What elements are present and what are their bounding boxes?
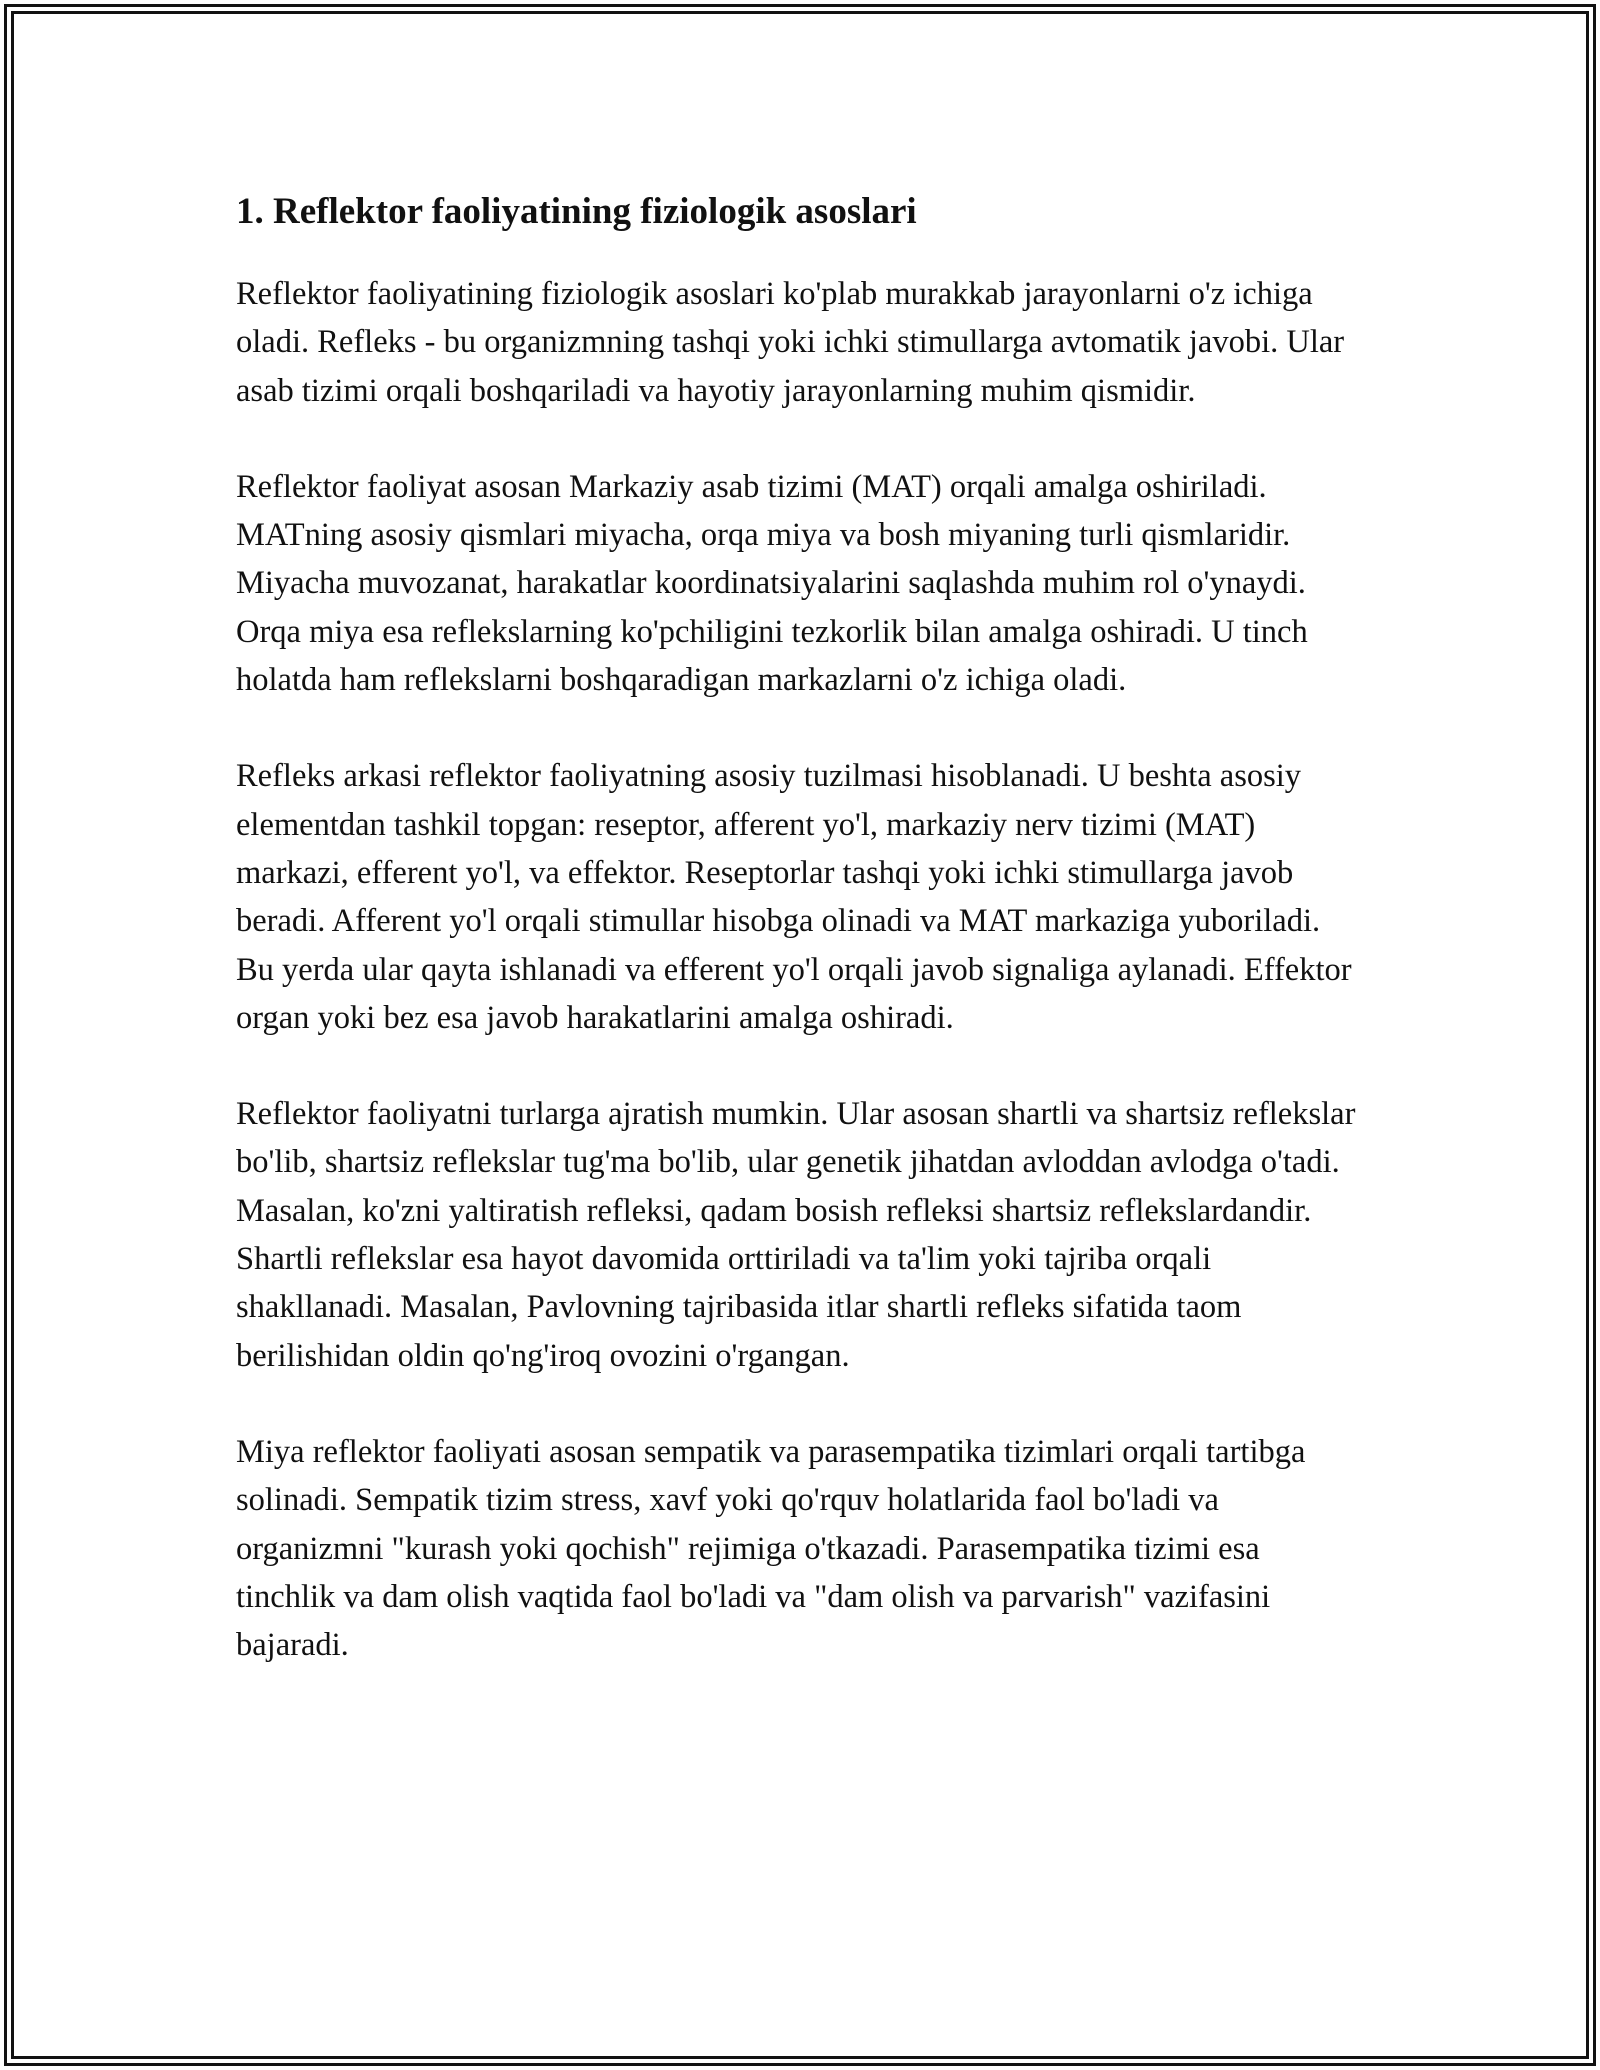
paragraph-4: Reflektor faoliyatni turlarga ajratish mumkin. Ular asosan shartli va shartsiz reflekslar bo'lib, shartsiz reflekslar tug'ma bo'lib, ular genetik jihatdan avloddan avlodga o'tadi. Masalan, ko'zni yaltiratish refleksi, qadam bosish refleksi shartsiz reflekslardandir. Shartli reflekslar esa hayot davomida orttiriladi va ta'lim yoki tajriba orqali shakllanadi. Masalan, Pavlovning tajribasida itlar shartli refleks sifatida taom berilishidan oldin qo'ng'iroq ovozini o'rgangan. xyxy=(236,1096,1356,1374)
section-heading: 1. Reflektor faoliyatining fiziologik asoslari xyxy=(236,191,917,232)
document-body xyxy=(236,184,1366,1717)
paragraph-2: Reflektor faoliyat asosan Markaziy asab tizimi (MAT) orqali amalga oshiriladi. MATning asosiy qismlari miyacha, orqa miya va bosh miyaning turli qismlaridir. Miyacha muvozanat, harakatlar koordinatsiyalarini saqlashda muhim rol o'ynaydi. Orqa miya esa reflekslarning ko'pchiligini tezkorlik bilan amalga oshiradi. U tinch holatda ham reflekslarni boshqaradigan markazlarni o'z ichiga oladi. xyxy=(236,468,1308,699)
paragraph-5: Miya reflektor faoliyati asosan sempatik va parasempatika tizimlari orqali tartibga solinadi. Sempatik tizim stress, xavf yoki qo'rquv holatlarida faol bo'ladi va organizmni "kurash yoki qochish" rejimiga o'tkazadi. Parasempatika tizimi esa tinchlik va dam olish vaqtida faol bo'ladi va "dam olish va parvarish" vazifasini bajaradi. xyxy=(236,1433,1306,1664)
paragraph-3: Refleks arkasi reflektor faoliyatning asosiy tuzilmasi hisoblanadi. U beshta asosiy elementdan tashkil topgan: reseptor, afferent yo'l, markaziy nerv tizimi (MAT) markazi, efferent yo'l, va effektor. Reseptorlar tashqi yoki ichki stimullarga javob beradi. Afferent yo'l orqali stimullar hisobga olinadi va MAT markaziga yuboriladi. Bu yerda ular qayta ishlanadi va efferent yo'l orqali javob signaliga aylanadi. Effektor organ yoki bez esa javob harakatlarini amalga oshiradi. xyxy=(236,758,1352,1036)
paragraph-1: Reflektor faoliyatining fiziologik asoslari ko'plab murakkab jarayonlarni o'z ichiga oladi. Refleks - bu organizmning tashqi yoki ichki stimullarga avtomatik javobi. Ular asab tizimi orqali boshqariladi va hayotiy jarayonlarning muhim qismidir. xyxy=(236,276,1345,409)
